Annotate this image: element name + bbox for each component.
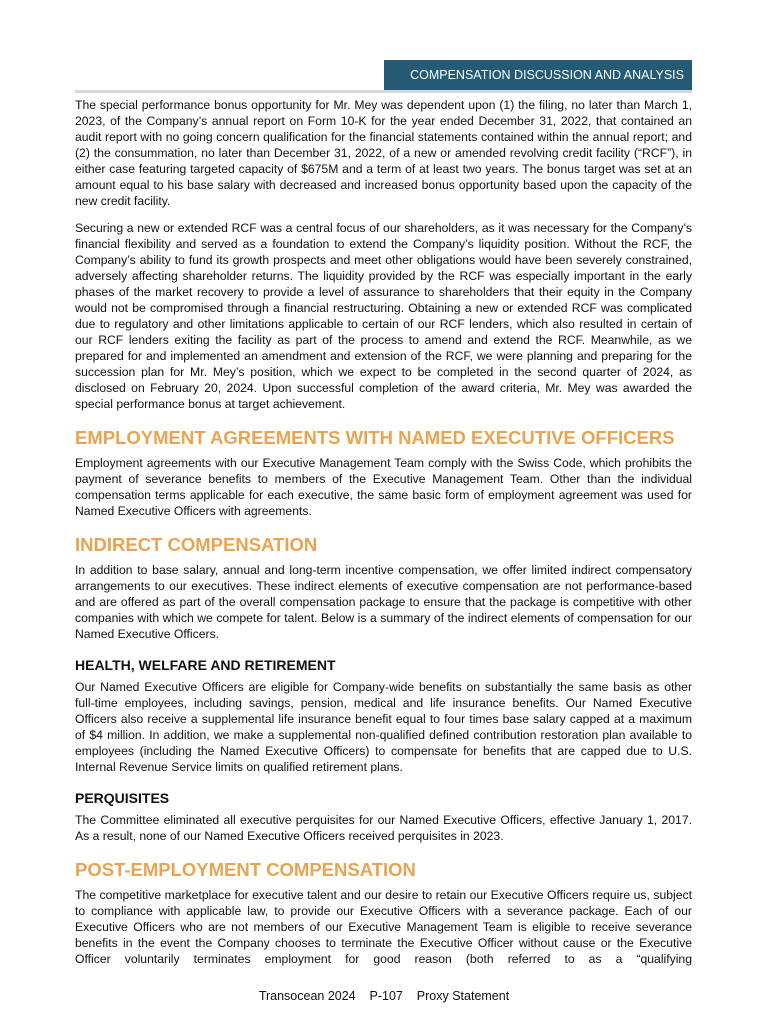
section-heading: EMPLOYMENT AGREEMENTS WITH NAMED EXECUTIVE OFFICERS — [75, 427, 675, 448]
paragraph: The special performance bonus opportunity for Mr. Mey was dependent upon (1) the filing, no later than March 1, 2023, of the Company’s annual report on Form 10-K for the year ended December 31, 2022, that contained an audit report with no going concern qualification for the financial statements contained within the annual report; and (2) the consummation, no later than December 31, 2022, of a new or amended revolving credit facility (“RCF”), in either case featuring targeted capacity of $675M and a term of at least two years. The bonus target was set at an amount equal to his base salary with decreased and increased bonus opportunity based upon the capacity of the new credit facility. — [75, 98, 692, 208]
paragraph: The competitive marketplace for executive talent and our desire to retain our Executive Officers require us, subject to compliance with applicable law, to provide our Executive Officers with a severance package. Each of our Executive Officers who are not members of our Executive Management Team is eligible to receive severance benefits in the event the Company chooses to terminate the Executive Officer without cause or the Executive Officer voluntarily terminates employment for good reason (both referred to as a “qualifying — [75, 888, 692, 966]
page-body — [75, 97, 692, 978]
paragraph: The Committee eliminated all executive perquisites for our Named Executive Officers, effective January 1, 2017. As a result, none of our Named Executive Officers received perquisites in 2023. — [75, 813, 692, 843]
paragraph: In addition to base salary, annual and long-term incentive compensation, we offer limited indirect compensatory arrangements to our executives. These indirect elements of executive compensation are not performance-based and are offered as part of the overall compensation package to ensure that the package is competitive with other companies with which we compete for talent. Below is a summary of the indirect elements of compensation for our Named Executive Officers. — [75, 563, 692, 641]
paragraph: Our Named Executive Officers are eligible for Company-wide benefits on substantially the same basis as other full-time employees, including savings, pension, medical and life insurance benefits. Our Named Executive Officers also receive a supplemental life insurance benefit equal to four times base salary capped at a maximum of $4 million. In addition, we make a supplemental non-qualified defined contribution restoration plan available to employees (including the Named Executive Officers) to compensate for benefits that are capped due to U.S. Internal Revenue Service limits on qualified retirement plans. — [75, 680, 692, 774]
page-footer: Transocean 2024 P-107 Proxy Statement — [258, 989, 510, 1003]
section-heading: INDIRECT COMPENSATION — [75, 534, 318, 555]
subsection-heading: PERQUISITES — [75, 790, 170, 806]
paragraph: Employment agreements with our Executive Management Team comply with the Swiss Code, which prohibits the payment of severance benefits to members of the Executive Management Team. Other than the individual compensation terms applicable for each executive, the same basic form of employment agreement was used for Named Executive Officers with agreements. — [75, 456, 692, 518]
header-rule — [75, 90, 692, 93]
section-header: COMPENSATION DISCUSSION AND ANALYSIS — [384, 60, 692, 90]
subsection-heading: HEALTH, WELFARE AND RETIREMENT — [75, 657, 336, 673]
section-heading: POST-EMPLOYMENT COMPENSATION — [75, 859, 416, 880]
paragraph: Securing a new or extended RCF was a central focus of our shareholders, as it was necessary for the Company’s financial flexibility and served as a foundation to extend the Company’s liquidity position. Without the RCF, the Company’s ability to fund its growth prospects and meet other obligations would have been severely constrained, adversely affecting shareholder returns. The liquidity provided by the RCF was especially important in the early phases of the market recovery to provide a level of assurance to shareholders that their equity in the Company would not be compromised through a financial restructuring. Obtaining a new or extended RCF was complicated due to regulatory and other limitations applicable to certain of our RCF lenders, which also resulted in certain of our RCF lenders exiting the facility as part of the process to amend and extend the RCF. Meanwhile, as we prepared for and implemented an amendment and extension of the RCF, we were planning and preparing for the succession plan for Mr. Mey’s position, which we expect to be completed in the second quarter of 2024, as disclosed on February 20, 2024. Upon successful completion of the award criteria, Mr. Mey was awarded the special performance bonus at target achievement. — [75, 221, 692, 411]
